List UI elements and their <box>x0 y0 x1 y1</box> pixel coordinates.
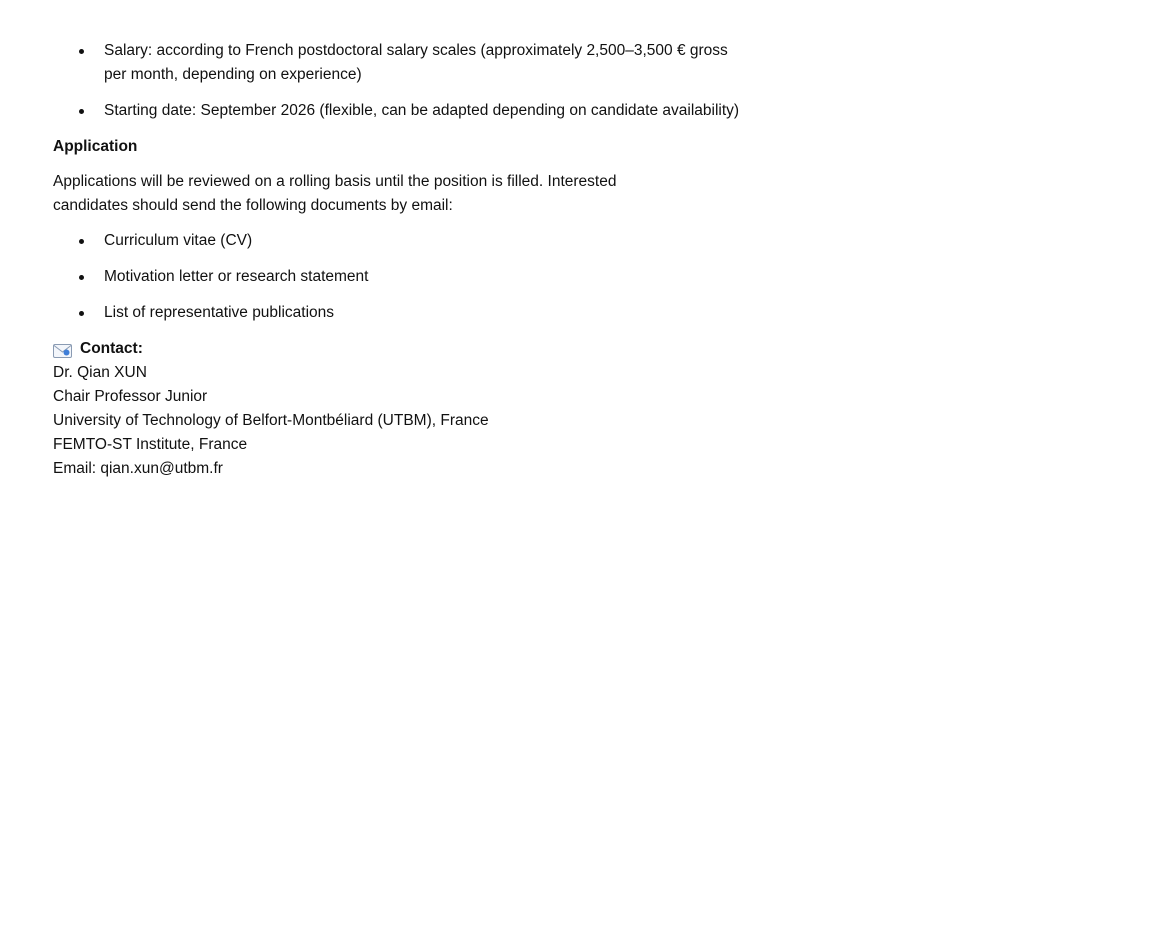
contact-heading: Contact: <box>80 340 143 357</box>
bullet-icon <box>79 109 84 114</box>
document-page <box>53 39 743 481</box>
document-item: List of representative publications <box>104 304 335 321</box>
contact-email[interactable]: Email: qian.xun@utbm.fr <box>53 460 223 477</box>
application-paragraph: Applications will be reviewed on a rolling basis until the position is filled. Interested candidates should send the following documents by email: <box>53 173 617 214</box>
list-item <box>53 265 743 289</box>
contact-university: University of Technology of Belfort-Montbéliard (UTBM), France <box>53 412 489 429</box>
list-item <box>53 229 743 253</box>
document-item: Motivation letter or research statement <box>104 268 369 285</box>
list-item <box>53 99 744 123</box>
bullet-icon <box>79 49 84 54</box>
contact-name: Dr. Qian XUN <box>53 364 147 381</box>
contact-heading-row <box>53 337 743 361</box>
salary-text: Salary: according to French postdoctoral salary scales (approximately 2,500–3,500 € gross per month, depending on experience) <box>104 42 728 83</box>
list-item <box>53 39 744 87</box>
terms-list <box>53 39 743 123</box>
contact-title: Chair Professor Junior <box>53 388 208 405</box>
starting-date-text: Starting date: September 2026 (flexible, can be adapted depending on candidate availability) <box>104 102 740 119</box>
bullet-icon <box>79 239 84 244</box>
bullet-icon <box>79 311 84 316</box>
bullet-icon <box>79 275 84 280</box>
contact-institute: FEMTO-ST Institute, France <box>53 436 248 453</box>
envelope-icon <box>53 342 72 356</box>
documents-list <box>53 229 743 325</box>
application-heading: Application <box>53 138 138 155</box>
list-item <box>53 301 743 325</box>
document-item: Curriculum vitae (CV) <box>104 232 253 249</box>
